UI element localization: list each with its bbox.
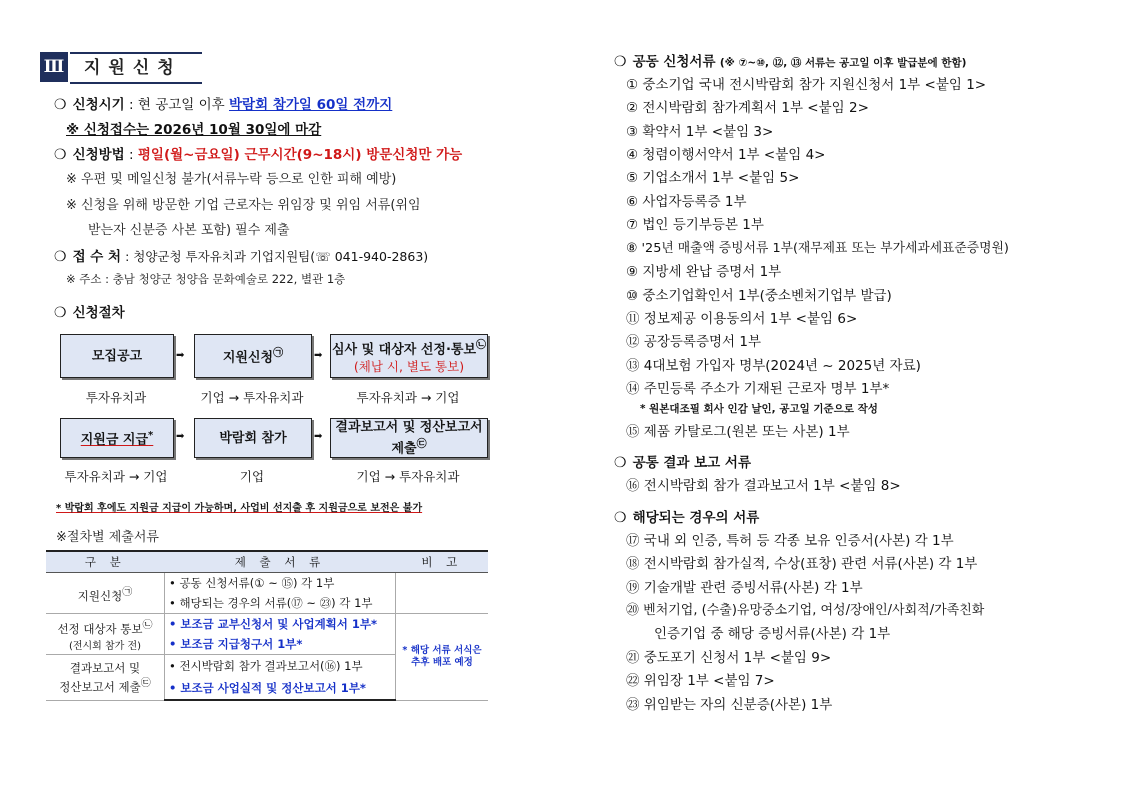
flow-box-label: 모집공고	[91, 348, 143, 364]
arrow-icon: ➡	[176, 350, 185, 361]
row-sup: ㉡	[142, 620, 153, 632]
list-item: ⑬ 4대보험 가입자 명부(2024년 ~ 2025년 자료)	[626, 358, 921, 374]
list-item: ⑲ 기술개발 관련 증빙서류(사본) 각 1부	[626, 580, 863, 596]
list-item: ⑳ 벤처기업, (수출)유망중소기업, 여성/장애인/사회적/가족친화	[626, 603, 985, 618]
method-colon: :	[124, 147, 138, 163]
row-sup: ㉢	[140, 677, 151, 689]
office-line	[54, 245, 428, 265]
row-label: 선정 대상자 통보	[57, 621, 143, 636]
flow-box-label: 지원신청	[222, 350, 274, 366]
list-item: ⑭ 주민등록 주소가 기재된 근로자 명부 1부*	[626, 381, 890, 397]
table-cell	[46, 614, 165, 655]
flow-box-label: 결과보고서 및 정산보고서	[335, 419, 483, 435]
common-title: 공동 신청서류	[632, 54, 716, 70]
period-text: : 현 공고일 이후	[124, 97, 229, 113]
deadline-text: ※ 신청접수는 2026년 10월 30일에 마감	[66, 122, 322, 138]
bullet-icon: ❍	[54, 97, 67, 113]
table-cell: • 보조금 사업실적 및 정산보고서 1부*	[165, 677, 396, 700]
flow-sup: ㉠	[273, 348, 284, 360]
address-line: ※ 주소 : 충남 청양군 청양읍 문화예술로 222, 별관 1층	[66, 272, 346, 286]
flow-box-payment	[60, 418, 174, 458]
table-cell: • 공동 신청서류(① ~ ⑮) 각 1부	[169, 576, 335, 590]
common-heading	[614, 50, 966, 70]
flow-box-label: 심사 및 대상자 선정·통보	[331, 342, 477, 358]
section-number: Ⅲ	[40, 52, 68, 82]
table-header: 구 분	[46, 551, 165, 573]
bullet-icon: ❍	[54, 249, 67, 265]
bullet-icon: ❍	[614, 455, 627, 471]
method-note-2: ※ 신청을 위해 방문한 기업 근로자는 위임장 및 위임 서류(위임	[66, 198, 421, 213]
table-cell: • 전시박람회 참가 결과보고서(⑯) 1부	[169, 659, 363, 673]
list-item: ⑤ 기업소개서 1부 <붙임 5>	[626, 170, 800, 186]
flow-box-label: 제출	[391, 441, 417, 457]
method-highlight: 평일(월~금요일) 근무시간(9~18시) 방문신청만 가능	[137, 147, 463, 163]
method-line	[54, 143, 462, 163]
common-note: (※ ⑦~⑩, ⑫, ⑬ 서류는 공고일 이후 발급분에 한함)	[719, 57, 967, 69]
list-item: ㉒ 위임장 1부 <붙임 7>	[626, 673, 775, 689]
arrow-icon: ➡	[176, 431, 185, 442]
table-cell: • 보조금 지급청구서 1부*	[165, 634, 396, 655]
deadline-line	[66, 118, 321, 138]
method-note-3: 받는자 신분증 사본 포함) 필수 제출	[88, 223, 290, 238]
table-remark: * 해당 서류 서식은 추후 배포 예정	[396, 614, 489, 701]
list-item: ⑮ 제품 카탈로그(원본 또는 사본) 1부	[626, 424, 850, 440]
flow-box-apply	[194, 334, 312, 378]
list-item: ⑥ 사업자등록증 1부	[626, 194, 747, 210]
table-title: ※절차별 제출서류	[56, 530, 159, 545]
flow-sup: ㉢	[416, 438, 427, 450]
table-row	[46, 573, 488, 594]
flow-label: 기업 → 투자유치과	[200, 390, 304, 405]
list-item: ㉑ 중도포기 신청서 1부 <붙임 9>	[626, 650, 832, 666]
row-sup: ㉠	[122, 586, 133, 598]
row-sub: (전시회 참가 전)	[68, 640, 142, 652]
list-item: ⑧ '25년 매출액 증빙서류 1부(재무제표 또는 부가세과세표준증명원)	[626, 241, 1009, 256]
table-header: 비 고	[396, 551, 489, 573]
flow-note: * 박람회 후에도 지원금 지급이 가능하며, 사업비 선지출 후 지원금으로 보전은 불가	[56, 503, 423, 514]
bullet-icon: ❍	[614, 54, 627, 70]
table-cell: • 해당되는 경우의 서류(⑰ ~ ㉓) 각 1부	[165, 593, 396, 614]
flow-sup: *	[148, 430, 154, 442]
result-title: 공통 결과 보고 서류	[632, 455, 751, 471]
case-heading	[614, 506, 759, 526]
flow-label: 기업	[239, 469, 265, 484]
bullet-icon: ❍	[54, 305, 67, 321]
table-header-row	[46, 551, 488, 573]
period-line	[54, 93, 392, 113]
row-label: 결과보고서 및	[69, 660, 141, 675]
list-item: 인증기업 중 해당 증빙서류(사본) 각 1부	[654, 626, 891, 642]
result-heading	[614, 451, 751, 471]
period-label: 신청시기	[72, 97, 125, 113]
table-cell	[46, 655, 165, 701]
list-item: ⑪ 정보제공 이용동의서 1부 <붙임 6>	[626, 311, 858, 327]
case-title: 해당되는 경우의 서류	[632, 510, 760, 526]
section-title: 지원신청	[70, 52, 202, 84]
flow-sup: ㉡	[476, 339, 487, 351]
list-item: ⑱ 전시박람회 참가실적, 수상(표창) 관련 서류(사본) 각 1부	[626, 556, 978, 572]
row-label: 지원신청	[77, 588, 123, 603]
list-item: ⑦ 법인 등기부등본 1부	[626, 217, 764, 233]
table-row	[46, 614, 488, 635]
table-cell	[46, 573, 165, 614]
bullet-icon: ❍	[614, 510, 627, 526]
list-item: ㉓ 위임받는 자의 신분증(사본) 1부	[626, 697, 833, 713]
list-item: ④ 청렴이행서약서 1부 <붙임 4>	[626, 147, 826, 163]
arrow-icon: ➡	[314, 350, 323, 361]
list-item: ③ 확약서 1부 <붙임 3>	[626, 124, 774, 140]
bullet-icon: ❍	[54, 147, 67, 163]
flow-box-report	[330, 418, 488, 458]
flow-box-sub: (체납 시, 별도 통보)	[353, 359, 465, 375]
list-item: ⑩ 중소기업확인서 1부(중소벤처기업부 발급)	[626, 288, 892, 304]
list-item: ⑰ 국내 외 인증, 특허 등 각종 보유 인증서(사본) 각 1부	[626, 533, 954, 549]
table-cell: • 보조금 교부신청서 및 사업계획서 1부*	[169, 617, 378, 631]
flow-label: 투자유치과 → 기업	[356, 390, 460, 405]
flow-label: 기업 → 투자유치과	[356, 469, 460, 484]
flow-box-label: 지원금 지급	[80, 432, 149, 448]
list-item: ② 전시박람회 참가계획서 1부 <붙임 2>	[626, 100, 869, 116]
list-item: ⑫ 공장등록증명서 1부	[626, 334, 761, 350]
flow-box-review	[330, 334, 488, 378]
flow-box-fair	[194, 418, 312, 458]
table-cell	[396, 573, 489, 614]
flow-box-label: 박람회 참가	[219, 430, 287, 446]
flow-box-recruit	[60, 334, 174, 378]
row-label: 정산보고서 제출	[59, 679, 141, 694]
list-item: ⑨ 지방세 완납 증명서 1부	[626, 264, 782, 280]
table-header: 제 출 서 류	[165, 551, 396, 573]
method-note-1: ※ 우편 및 메일신청 불가(서류누락 등으로 인한 피해 예방)	[66, 172, 397, 187]
arrow-icon: ➡	[314, 431, 323, 442]
method-label: 신청방법	[72, 147, 125, 163]
flow-label: 투자유치과 → 기업	[64, 469, 168, 484]
flow-label: 투자유치과	[85, 390, 147, 405]
section-header	[40, 52, 190, 84]
item14-note: * 원본대조필 회사 인감 날인, 공고일 기준으로 작성	[640, 403, 878, 415]
documents-table	[46, 550, 488, 701]
list-item: ⑯ 전시박람회 참가 결과보고서 1부 <붙임 8>	[626, 478, 901, 494]
period-highlight: 박람회 참가일 60일 전까지	[229, 97, 393, 113]
office-text: : 청양군청 투자유치과 기업지원팀(☏ 041-940-2863)	[121, 249, 429, 264]
procedure-title: 신청절차	[72, 305, 125, 321]
list-item: ① 중소기업 국내 전시박람회 참가 지원신청서 1부 <붙임 1>	[626, 77, 987, 93]
procedure-heading	[54, 301, 125, 321]
office-label: 접 수 처	[72, 249, 122, 265]
